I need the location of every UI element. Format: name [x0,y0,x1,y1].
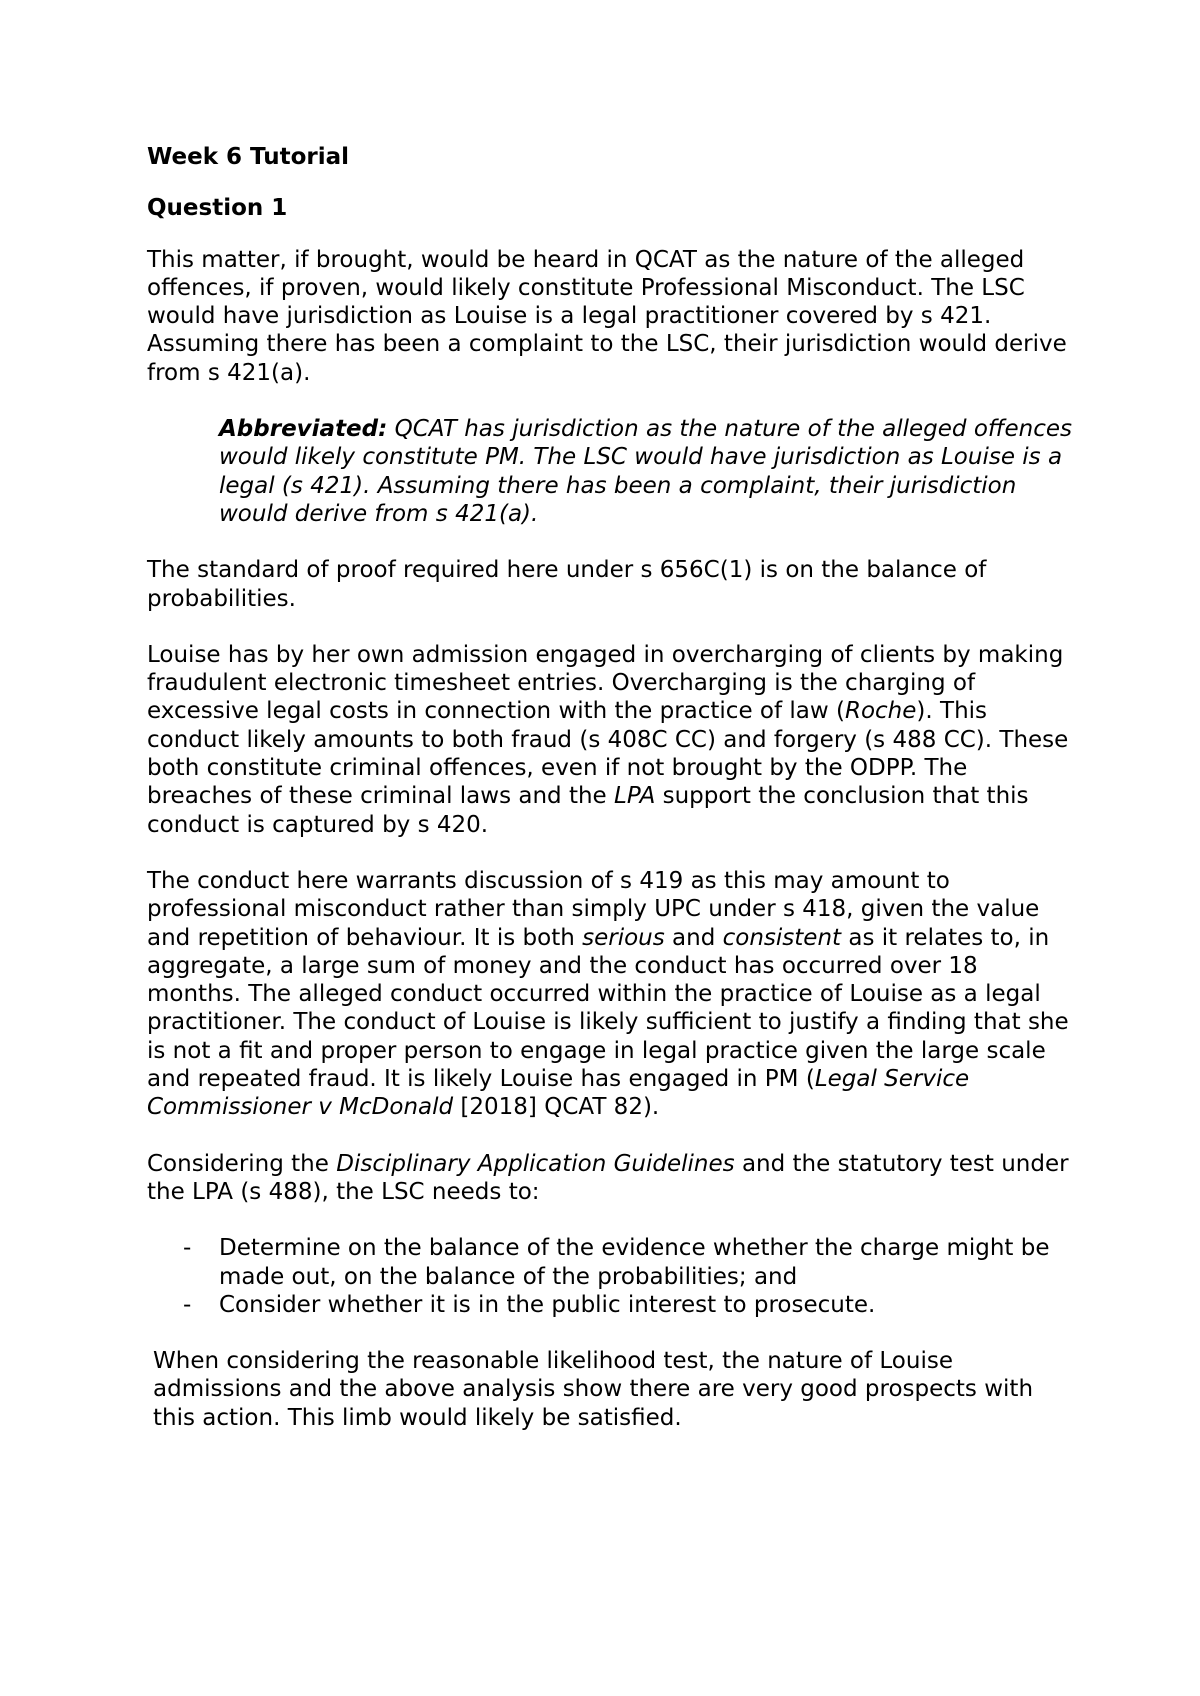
list-item [147,1291,1077,1319]
overcharging-text-a: Louise has by her own admission engaged in overcharging of clients by making fraudulent electronic timesheet entries. Overcharging is the charging of excessive legal costs in connection with the practice of law ( [147,641,1064,725]
paragraph-overcharging [147,641,1077,839]
paragraph-standard-of-proof: The standard of proof required here under s 656C(1) is on the balance of probabilities. [147,557,987,612]
abbreviated-paragraph [219,415,1077,528]
emphasis-serious: serious [582,924,665,951]
dash-bullet: - [183,1235,192,1262]
case-mcdonald: Legal Service Commissioner v McDonald [147,1066,970,1121]
page-title: Week 6 Tutorial [147,144,350,170]
guidelines-title: Disciplinary Application Guidelines [336,1150,735,1177]
misconduct-text-c: [2018] QCAT 82). [453,1094,660,1121]
abbreviated-text: QCAT has jurisdiction as the nature of the alleged offences would likely constitute PM. The LSC would have jurisdiction as Louise is a legal (s 421). Assuming there has been a complaint, their jurisdiction would derive from s 421(a). [219,416,1073,527]
requirements-list [147,1234,1077,1319]
misconduct-text-a: The conduct here warrants discussion of s 419 as this may amount to professional misconduct rather than simply UPC under s 418, given the value and repetition of behaviour. It is both [147,867,1040,951]
question-heading: Question 1 [147,195,288,222]
list-item-text: Consider whether it is in the public interest to prosecute. [219,1291,876,1318]
paragraph-jurisdiction: This matter, if brought, would be heard in QCAT as the nature of the alleged offences, if proven, would likely constitute Professional Misconduct. The LSC would have jurisdiction as Louise is a legal practitioner covered by s 421. Assuming there has been a complaint to the LSC, their jurisdiction would derive from s 421(a). [147,246,1067,386]
guidelines-text-b: and the statutory test under the LPA (s 488), the LSC needs to: [147,1150,1069,1205]
misconduct-text-and: and [664,924,723,951]
misconduct-text-b: as it relates to, in aggregate, a large sum of money and the conduct has occurred over 18 months. The alleged conduct occurred within the practice of Louise as a legal practitioner. The conduct of Louise is likely sufficient to justify a finding that she is not a fit and proper person to engage in legal practice given the large scale and repeated fraud. It is likely Louise has engaged in PM ( [147,924,1069,1093]
case-roche: Roche [844,698,917,725]
list-item-text: Determine on the balance of the evidence whether the charge might be made out, on the balance of the probabilities; and [219,1235,1050,1290]
paragraph-guidelines [147,1150,1077,1207]
dash-bullet: - [183,1291,192,1318]
list-item [147,1234,1077,1291]
paragraph-likelihood: When considering the reasonable likelihood test, the nature of Louise admissions and the above analysis show there are very good prospects with this action. This limb would likely be satisfied. [153,1348,1034,1431]
paragraph-professional-misconduct [147,867,1077,1122]
emphasis-consistent: consistent [722,924,842,951]
act-lpa: LPA [614,783,656,810]
document-page [147,143,1077,1460]
guidelines-text-a: Considering the [147,1150,337,1177]
abbreviated-label: Abbreviated: [219,416,388,443]
overcharging-text-b: ). This conduct likely amounts to both fraud (s 408C CC) and forgery (s 488 CC). These both constitute criminal offences, even if not brought by the ODPP. The breaches of these criminal laws and the [147,698,1069,810]
overcharging-text-c: support the conclusion that this conduct is captured by s 420. [147,783,1029,838]
